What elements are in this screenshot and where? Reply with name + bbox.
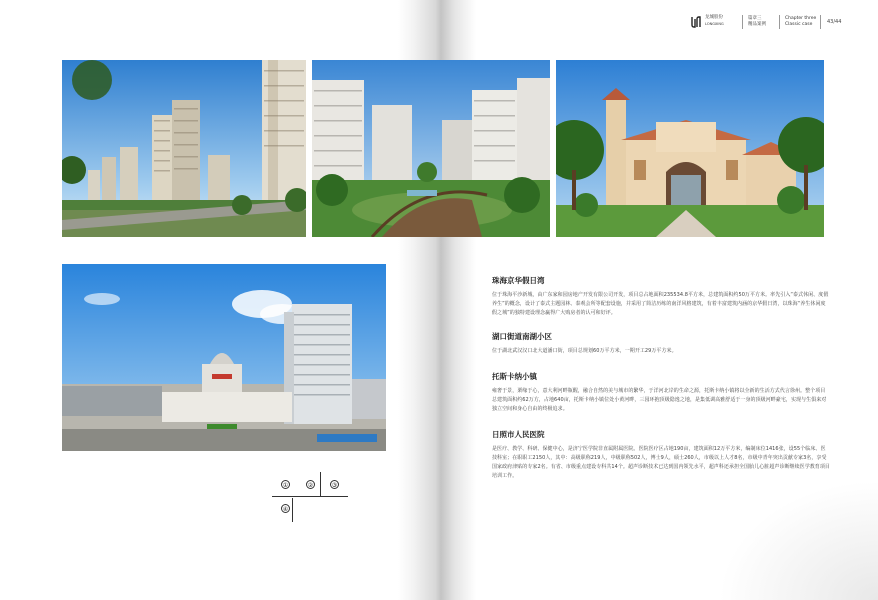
logo-sub: LONGXING — [705, 22, 724, 26]
page-curl-shadow — [718, 480, 878, 600]
entry-body: 是医疗、教学、科研、保健中心，是济宁医学院非直属附属医院。医院医疗区占地190亩，建筑面积12万平方米，编制床位1416张，设55个临床、医技科室；在职职工2150人，其中：高级职称219人，中级职称502人，博士9人，硕士260人，市级以上人才8名，市级中青年突出贡献专家3名，享受国家政府津贴的专家2名。有省、市级重点建设专科共14个。超声诊断技术已达到国内领先水平，超声科还承担全国胎儿心脏超声诊断继续医学教育项目培训工作。 — [492, 446, 830, 479]
photo-clubhouse — [556, 60, 824, 237]
entry-rizhao-hospital — [492, 430, 830, 481]
logo-text — [705, 15, 745, 27]
index-vertical-line-upper — [320, 472, 321, 496]
index-number-2: ② — [307, 482, 314, 489]
entry-title: 托斯卡纳小镇 — [492, 372, 537, 381]
logo-name: 龙城股份 — [705, 15, 723, 20]
photo-garden — [312, 60, 550, 237]
company-logo-icon — [690, 16, 702, 28]
garden-image — [312, 60, 550, 237]
index-vertical-line-lower — [292, 498, 293, 522]
header-divider — [820, 15, 821, 29]
header-divider — [742, 15, 743, 29]
chapter-cn-line1: 篇章三 — [748, 16, 762, 21]
project-descriptions — [492, 276, 830, 491]
entry-tuscany — [492, 372, 830, 414]
chapter-en-line2: Classic case — [785, 22, 813, 27]
entry-title: 湖口街道南湖小区 — [492, 332, 552, 341]
index-number-3: ③ — [331, 482, 338, 489]
towers-image — [62, 60, 306, 237]
entry-body: 位于湖北武汉汉口北大道潘口街，项目总规划60万平方米，一期开工29万平方米。 — [492, 348, 677, 354]
entry-title: 日照市人民医院 — [492, 430, 545, 439]
chapter-cn — [748, 16, 766, 28]
entry-title: 珠海京华假日湾 — [492, 276, 545, 285]
header-divider — [779, 15, 780, 29]
clubhouse-image — [556, 60, 824, 237]
index-horizontal-line — [272, 496, 348, 497]
photo-index-diagram — [272, 472, 348, 522]
entry-body: 雍奢于景，栗缘于心，意大利河畔瓶醒，融合自然的美与城市的繁华，于洋河北岸的生命之源，托斯卡纳小镇将以全新的生活方式代言徐州。整个项目总建筑面积约62万方，占地640亩，托斯卡纳小镇位处小黄河畔，三园环抱顶级隐逸之地，是集低调高雅舒适于一身的顶级河畔豪宅，实现与生俱来对独立空间和身心自由的终极追求。 — [492, 388, 827, 412]
chapter-en — [785, 16, 816, 28]
page-number: 43/44 — [827, 19, 842, 25]
hospital-image — [62, 264, 386, 451]
entry-body: 位于珠海平沙新城，由广东家和园房地产开发有限公司开发，项目总占地面积235534.8平方米，总建筑面积约50万平方米。率先引入“泰式休闲、度假养生”的概念，设计了泰式主题园林、泰观会所等配套设施，并采用了简洁历练的南洋风格建筑，有着丰富建筑内涵的京华假日湾，以珠海“养生休闲度假之城”的独特建设理念赢得广大购房者的认可和好评。 — [492, 292, 829, 316]
photo-towers — [62, 60, 306, 237]
entry-nanhu — [492, 332, 830, 356]
chapter-cn-line2: 精品案例 — [748, 22, 766, 27]
chapter-en-line1: Chapter three — [785, 16, 817, 21]
entry-zhuhai — [492, 276, 830, 318]
index-number-1: ① — [282, 482, 289, 489]
index-number-4: ④ — [282, 506, 289, 513]
photo-hospital — [62, 264, 386, 451]
